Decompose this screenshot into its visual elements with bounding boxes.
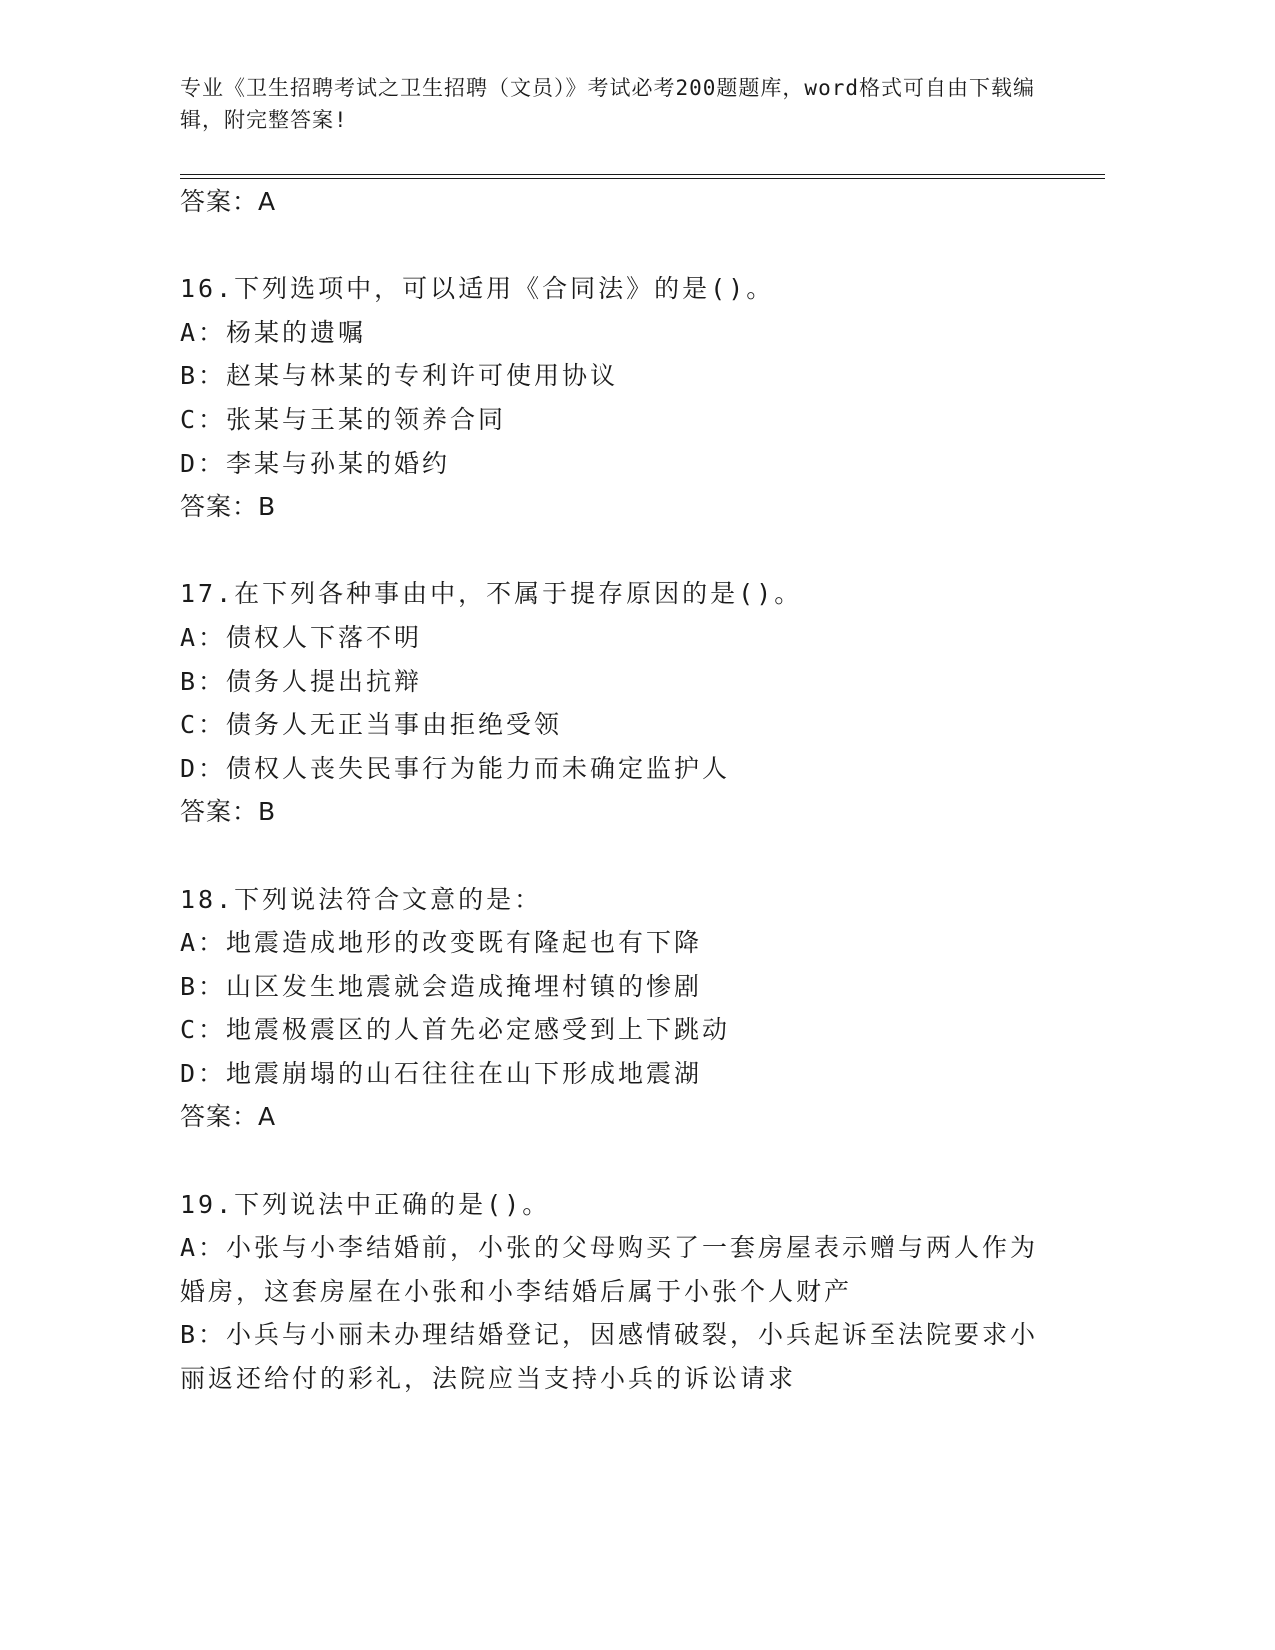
option-b: B：赵某与林某的专利许可使用协议: [180, 361, 619, 391]
question-18: [180, 878, 1040, 1140]
option-d: D：李某与孙某的婚约: [180, 448, 451, 478]
header-double-rule: [180, 174, 1105, 179]
question-19: [180, 1183, 1040, 1401]
answer-line: 答案：A: [180, 1102, 277, 1132]
document-body: [180, 180, 1040, 1401]
document-header: 专业《卫生招聘考试之卫生招聘（文员）》考试必考200题题库，word格式可自由下载编辑，附完整答案!: [180, 76, 1035, 132]
option-b: B：山区发生地震就会造成掩埋村镇的惨剧: [180, 971, 703, 1001]
question-stem: 17.在下列各种事由中，不属于提存原因的是()。: [180, 579, 803, 609]
option-c: C：债务人无正当事由拒绝受领: [180, 710, 563, 740]
option-a: A：地震造成地形的改变既有隆起也有下降: [180, 928, 703, 958]
question-stem: 18.下列说法符合文意的是：: [180, 884, 543, 914]
question-stem: 19.下列说法中正确的是()。: [180, 1189, 551, 1219]
spacer: [180, 529, 1040, 573]
option-c: C：地震极震区的人首先必定感受到上下跳动: [180, 1015, 731, 1045]
spacer: [180, 834, 1040, 878]
option-a: A：杨某的遗嘱: [180, 317, 367, 347]
question-16: [180, 267, 1040, 529]
option-a: A：小张与小李结婚前，小张的父母购买了一套房屋表示赠与两人作为婚房，这套房屋在小张和小李结婚后属于小张个人财产: [180, 1233, 1039, 1306]
question-17: [180, 572, 1040, 834]
spacer: [180, 1139, 1040, 1183]
answer-line: 答案：B: [180, 797, 277, 827]
answer-line: 答案：B: [180, 492, 277, 522]
option-b: B：小兵与小丽未办理结婚登记，因感情破裂，小兵起诉至法院要求小丽返还给付的彩礼，法院应当支持小兵的诉讼请求: [180, 1320, 1039, 1394]
question-stem: 16.下列选项中，可以适用《合同法》的是()。: [180, 274, 775, 304]
spacer: [180, 224, 1040, 268]
option-b: B：债务人提出抗辩: [180, 666, 423, 696]
option-c: C：张某与王某的领养合同: [180, 404, 507, 434]
option-a: A：债权人下落不明: [180, 622, 423, 652]
previous-answer: 答案：A: [180, 187, 277, 216]
option-d: D：债权人丧失民事行为能力而未确定监护人: [180, 753, 731, 783]
option-d: D：地震崩塌的山石往往在山下形成地震湖: [180, 1058, 703, 1088]
